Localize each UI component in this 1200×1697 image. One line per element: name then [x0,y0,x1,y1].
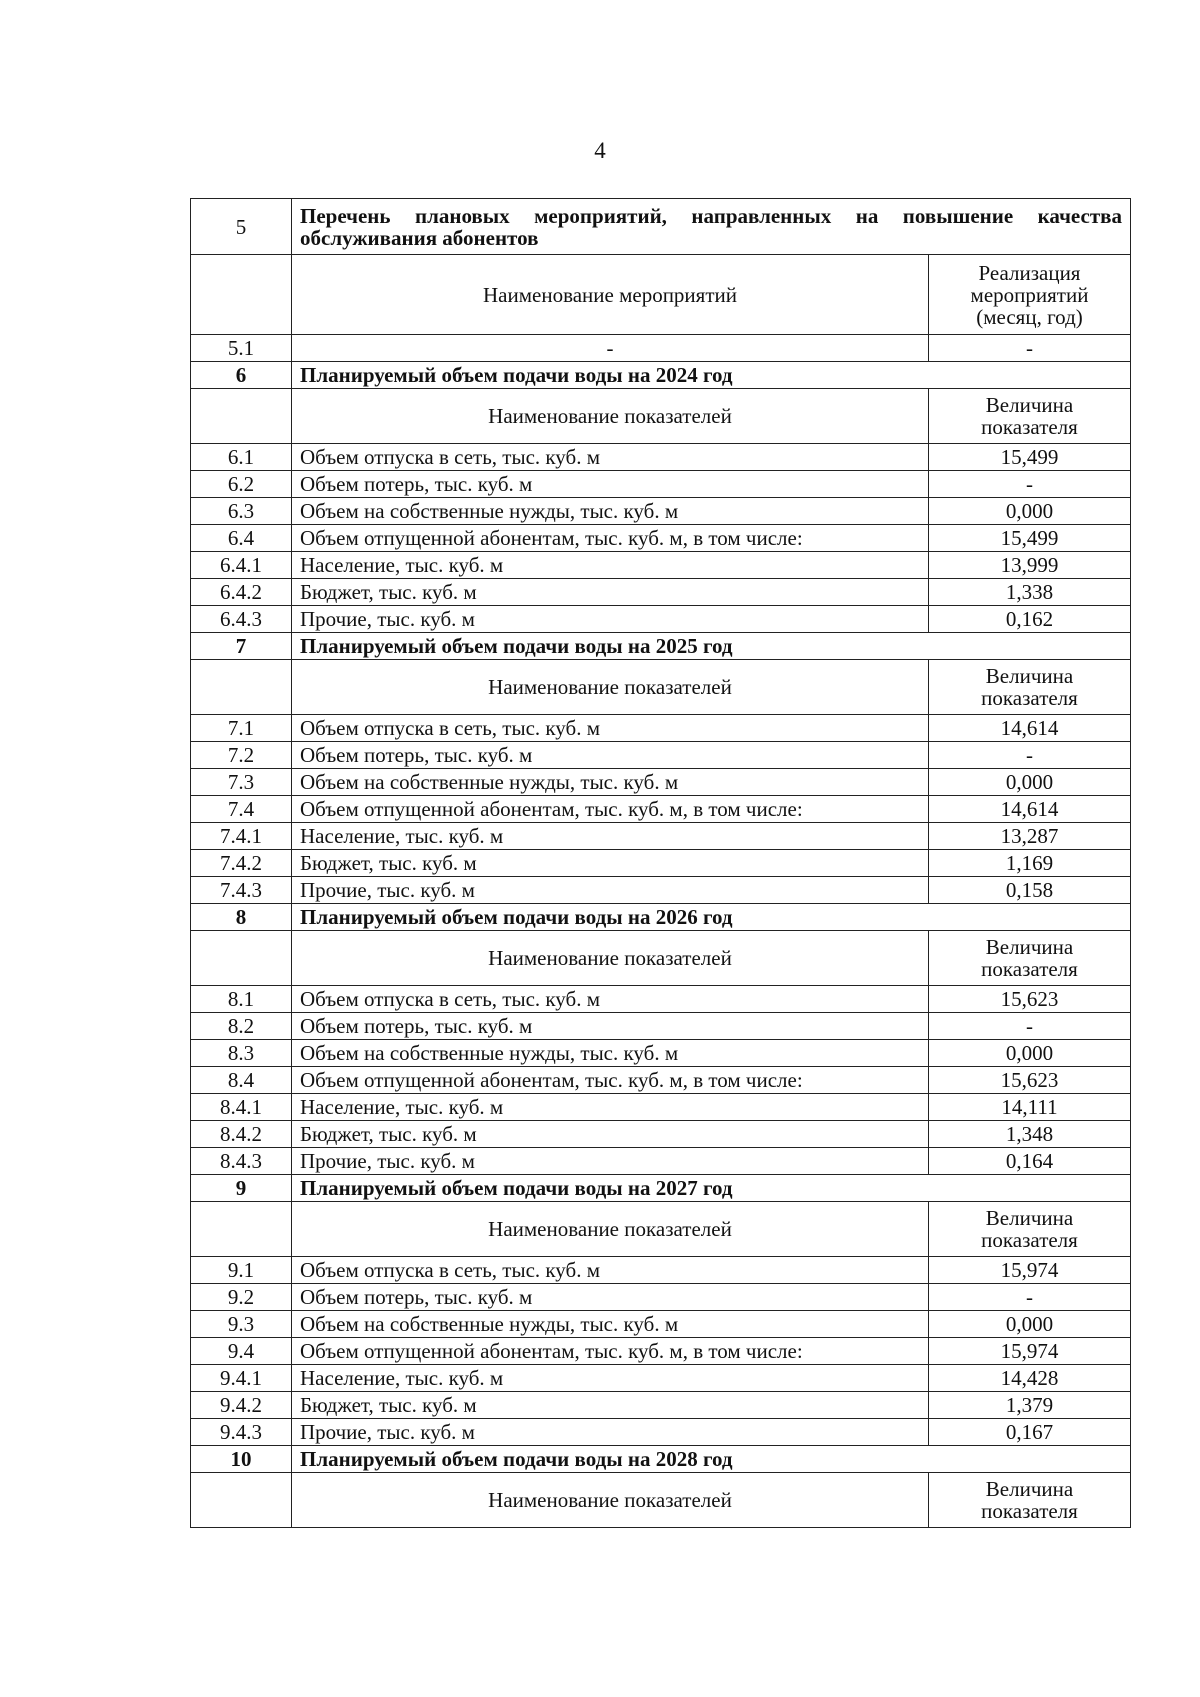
row-number: 9.4.3 [191,1419,292,1446]
table-row [191,850,1131,877]
row-name: Объем потерь, тыс. куб. м [292,1284,929,1311]
row-value: - [929,1284,1131,1311]
table-row [191,606,1131,633]
row-number: 7.2 [191,742,292,769]
section-title-row [191,362,1131,389]
header-empty-cell [191,660,292,715]
section-number: 7 [191,633,292,660]
row-name: Объем на собственные нужды, тыс. куб. м [292,498,929,525]
table-row [191,552,1131,579]
row-name: Объем отпущенной абонентам, тыс. куб. м, в том числе: [292,1067,929,1094]
row-value: 0,000 [929,1311,1131,1338]
water-supply-table [190,198,1131,1528]
header-name-cell: Наименование показателей [292,660,929,715]
row-number: 8.2 [191,1013,292,1040]
row-number: 6.4.1 [191,552,292,579]
row-name: Население, тыс. куб. м [292,1094,929,1121]
row-value: 14,614 [929,715,1131,742]
row-number: 6.4 [191,525,292,552]
row-value: 15,974 [929,1338,1131,1365]
section-title-row [191,1446,1131,1473]
header-value-cell: Величина показателя [929,931,1131,986]
row-name: Объем отпуска в сеть, тыс. куб. м [292,715,929,742]
header-name-cell: Наименование показателей [292,1202,929,1257]
section-title: Планируемый объем подачи воды на 2028 год [292,1446,1131,1473]
row-number: 8.4 [191,1067,292,1094]
section-number: 5 [191,199,292,255]
row-value: 15,623 [929,1067,1131,1094]
table-row [191,335,1131,362]
row-value: - [929,471,1131,498]
row-number: 7.4.3 [191,877,292,904]
row-name: Объем отпуска в сеть, тыс. куб. м [292,986,929,1013]
header-name-cell: Наименование мероприятий [292,255,929,335]
table-row [191,1040,1131,1067]
header-empty-cell [191,255,292,335]
row-name: Объем на собственные нужды, тыс. куб. м [292,1311,929,1338]
row-number: 5.1 [191,335,292,362]
table-row [191,1094,1131,1121]
header-value-cell: Величина показателя [929,1473,1131,1528]
section-number: 6 [191,362,292,389]
row-name: Прочие, тыс. куб. м [292,606,929,633]
row-value: 14,428 [929,1365,1131,1392]
table-row [191,877,1131,904]
row-value: - [929,335,1131,362]
row-value: 14,614 [929,796,1131,823]
section-header-row [191,389,1131,444]
table-row [191,1392,1131,1419]
row-number: 8.4.2 [191,1121,292,1148]
header-name-cell: Наименование показателей [292,1473,929,1528]
section-header-row [191,255,1131,335]
section-title: Планируемый объем подачи воды на 2026 год [292,904,1131,931]
section-header-row [191,660,1131,715]
row-name: Объем отпуска в сеть, тыс. куб. м [292,444,929,471]
section-title-row [191,199,1131,255]
row-name: Прочие, тыс. куб. м [292,1419,929,1446]
row-name: Бюджет, тыс. куб. м [292,579,929,606]
row-value: 0,158 [929,877,1131,904]
row-number: 9.4 [191,1338,292,1365]
header-value-cell: Величина показателя [929,660,1131,715]
row-number: 6.1 [191,444,292,471]
page-number: 4 [594,138,606,163]
table-row [191,1419,1131,1446]
row-value: - [929,742,1131,769]
table-row [191,986,1131,1013]
table-row [191,742,1131,769]
table-row [191,1148,1131,1175]
row-name: Объем отпущенной абонентам, тыс. куб. м, в том числе: [292,525,929,552]
row-name: Объем отпущенной абонентам, тыс. куб. м, в том числе: [292,796,929,823]
row-number: 6.4.3 [191,606,292,633]
row-value: 14,111 [929,1094,1131,1121]
row-value: 0,167 [929,1419,1131,1446]
row-value: 1,338 [929,579,1131,606]
row-name: Объем отпущенной абонентам, тыс. куб. м, в том числе: [292,1338,929,1365]
row-name: Население, тыс. куб. м [292,823,929,850]
header-name-cell: Наименование показателей [292,931,929,986]
row-value: 0,162 [929,606,1131,633]
row-value: 13,287 [929,823,1131,850]
section-header-row [191,1473,1131,1528]
row-value: 13,999 [929,552,1131,579]
header-value-cell: Величина показателя [929,389,1131,444]
row-value: 15,499 [929,525,1131,552]
row-name: - [292,335,929,362]
row-name: Объем на собственные нужды, тыс. куб. м [292,769,929,796]
row-name: Объем потерь, тыс. куб. м [292,471,929,498]
row-number: 7.4.1 [191,823,292,850]
row-name: Население, тыс. куб. м [292,1365,929,1392]
table-row [191,796,1131,823]
section-number: 9 [191,1175,292,1202]
header-empty-cell [191,931,292,986]
section-header-row [191,1202,1131,1257]
header-empty-cell [191,389,292,444]
row-name: Население, тыс. куб. м [292,552,929,579]
row-number: 7.4.2 [191,850,292,877]
row-name: Объем потерь, тыс. куб. м [292,1013,929,1040]
row-value: 15,974 [929,1257,1131,1284]
header-empty-cell [191,1473,292,1528]
section-title-row [191,904,1131,931]
header-empty-cell [191,1202,292,1257]
table-row [191,715,1131,742]
section-header-row [191,931,1131,986]
table-row [191,444,1131,471]
row-number: 9.2 [191,1284,292,1311]
table-row [191,1067,1131,1094]
section-title-row [191,633,1131,660]
row-value: 1,169 [929,850,1131,877]
row-number: 8.4.3 [191,1148,292,1175]
table-row [191,498,1131,525]
row-number: 8.1 [191,986,292,1013]
table-row [191,1257,1131,1284]
table-row [191,1121,1131,1148]
row-value: 0,000 [929,498,1131,525]
table-row [191,1013,1131,1040]
row-value: 15,499 [929,444,1131,471]
table-row [191,1311,1131,1338]
row-number: 7.3 [191,769,292,796]
table-row [191,1365,1131,1392]
row-number: 9.4.1 [191,1365,292,1392]
table-row [191,525,1131,552]
row-value: 0,000 [929,769,1131,796]
row-value: 15,623 [929,986,1131,1013]
table-row [191,1284,1131,1311]
row-number: 8.4.1 [191,1094,292,1121]
row-number: 7.1 [191,715,292,742]
row-value: 0,000 [929,1040,1131,1067]
row-name: Объем отпуска в сеть, тыс. куб. м [292,1257,929,1284]
table-row [191,471,1131,498]
header-name-cell: Наименование показателей [292,389,929,444]
row-value: - [929,1013,1131,1040]
row-number: 6.4.2 [191,579,292,606]
row-value: 0,164 [929,1148,1131,1175]
row-value: 1,348 [929,1121,1131,1148]
row-name: Прочие, тыс. куб. м [292,1148,929,1175]
section-number: 8 [191,904,292,931]
section-title: Перечень плановых мероприятий, направленных на повышение качества обслуживания абонентов [292,199,1131,255]
section-title: Планируемый объем подачи воды на 2027 год [292,1175,1131,1202]
row-name: Прочие, тыс. куб. м [292,877,929,904]
header-value-cell: Величина показателя [929,1202,1131,1257]
row-number: 9.3 [191,1311,292,1338]
row-number: 9.4.2 [191,1392,292,1419]
row-name: Объем на собственные нужды, тыс. куб. м [292,1040,929,1067]
section-title: Планируемый объем подачи воды на 2024 год [292,362,1131,389]
section-number: 10 [191,1446,292,1473]
header-value-cell: Реализация мероприятий (месяц, год) [929,255,1131,335]
row-name: Объем потерь, тыс. куб. м [292,742,929,769]
table-row [191,823,1131,850]
row-value: 1,379 [929,1392,1131,1419]
row-number: 6.3 [191,498,292,525]
table-row [191,1338,1131,1365]
section-title-row [191,1175,1131,1202]
row-number: 7.4 [191,796,292,823]
row-name: Бюджет, тыс. куб. м [292,1121,929,1148]
table-row [191,769,1131,796]
row-number: 6.2 [191,471,292,498]
row-name: Бюджет, тыс. куб. м [292,1392,929,1419]
row-number: 8.3 [191,1040,292,1067]
row-name: Бюджет, тыс. куб. м [292,850,929,877]
section-title: Планируемый объем подачи воды на 2025 год [292,633,1131,660]
row-number: 9.1 [191,1257,292,1284]
table-row [191,579,1131,606]
